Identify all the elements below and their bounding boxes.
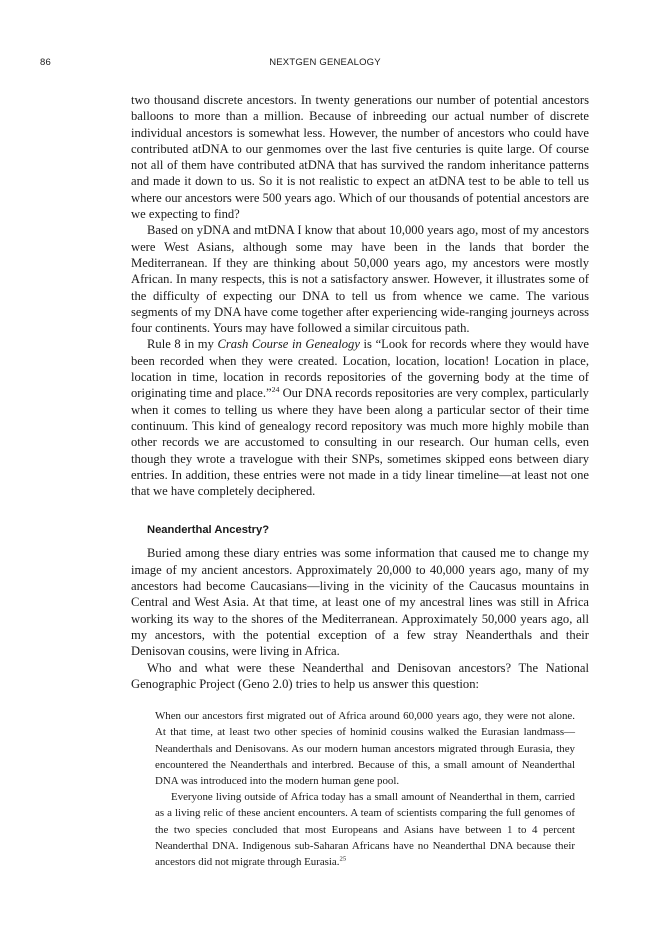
- running-header: [0, 57, 650, 71]
- footnote-marker: 24: [271, 385, 280, 395]
- body-text: [131, 92, 589, 870]
- book-title: Crash Course in Genealogy: [217, 337, 360, 352]
- paragraph-text: Our DNA records repositories are very complex, particularly when it comes to telling us where they have been along a particular sector of their time continuum. This kind of genealogy record repository was much more highly mobile than other records we are accustomed to consulting in our research. Our human cells, even though they wrote a travelogue with their SNPs, sometimes skipped eons between diary entries. In addition, these entries were not made in a tidy linear timeline—at least not one that we have completely deciphered.: [131, 386, 589, 499]
- paragraph: [131, 336, 589, 499]
- page-number: 86: [40, 57, 51, 68]
- paragraph-text: is “Look for records where they would have been recorded when they were created. Location, location, location! Location in place, location in time, location in records repositories of the governing body at the time of originating time and place.”: [131, 337, 589, 401]
- block-quote: [155, 708, 575, 870]
- paragraph: Who and what were these Neanderthal and Denisovan ancestors? The National Genographic Project (Geno 2.0) tries to help us answer this question:: [131, 660, 589, 691]
- quote-text: Everyone living outside of Africa today has a small amount of Neanderthal in them, carried as a living relic of these ancient encounters. A team of scientists comparing the full genomes of the two species concluded that most Europeans and Asians have between 1 to 4 percent Neanderthal DNA. Indigenous sub-Saharan Africans have no Neanderthal DNA because their ancestors did not migrate through Eurasia.: [155, 791, 575, 868]
- paragraph-text: Rule 8 in my: [147, 337, 218, 352]
- quote-paragraph: [155, 789, 575, 870]
- quote-paragraph: When our ancestors first migrated out of Africa around 60,000 years ago, they were not alone. At that time, at least two other species of hominid cousins walked the Eurasian landmass—Neanderthals and Denisovans. As our modern human ancestors migrated through Eurasia, they encountered the Neanderthals and interbred. Because of this, a small amount of Neanderthal DNA was introduced into the modern human gene pool.: [155, 710, 575, 787]
- running-title: NEXTGEN GENEALOGY: [269, 57, 381, 68]
- section-heading: Neanderthal Ancestry?: [147, 524, 270, 537]
- paragraph: two thousand discrete ancestors. In twenty generations our number of potential ancestors balloons to more than a million. Because of inbreeding our actual number of discrete individual ancestors is somewhat less. However, the number of ancestors who could have contributed atDNA to our genmomes over the last five centuries is quite large. Of course not all of them have contributed atDNA that has survived the random inheritance patterns and made it down to us. So it is not realistic to expect an atDNA test to be able to tell us where our ancestors were 500 years ago. Which of our thousands of potential ancestors are we expecting to find?: [131, 93, 589, 222]
- footnote-marker: 25: [339, 855, 347, 863]
- paragraph: Buried among these diary entries was some information that caused me to change my image of my ancient ancestors. Approximately 20,000 to 40,000 years ago, many of my ancestors had become Caucasians—living in the vicinity of the Caucasus mountains in Central and West Asia. At that time, at least one of my ancestral lines was still in Africa working its way to the shores of the Mediterranean. Approximately 50,000 years ago, all my ancestors, with the potential exception of a few stray Neanderthals and their Denisovan cousins, were living in Africa.: [131, 546, 589, 659]
- paragraph: Based on yDNA and mtDNA I know that about 10,000 years ago, most of my ancestors were West Asians, although some may have been in the lands that border the Mediterranean. If they are thinking about 50,000 years ago, my ancestors were mostly African. In many respects, this is not a satisfactory answer. However, it illustrates some of the difficulty of expecting our DNA to tell us from whence we came. The various segments of my DNA have come together after experiencing wide-ranging journeys across four continents. Yours may have followed a similar circuitous path.: [131, 223, 589, 336]
